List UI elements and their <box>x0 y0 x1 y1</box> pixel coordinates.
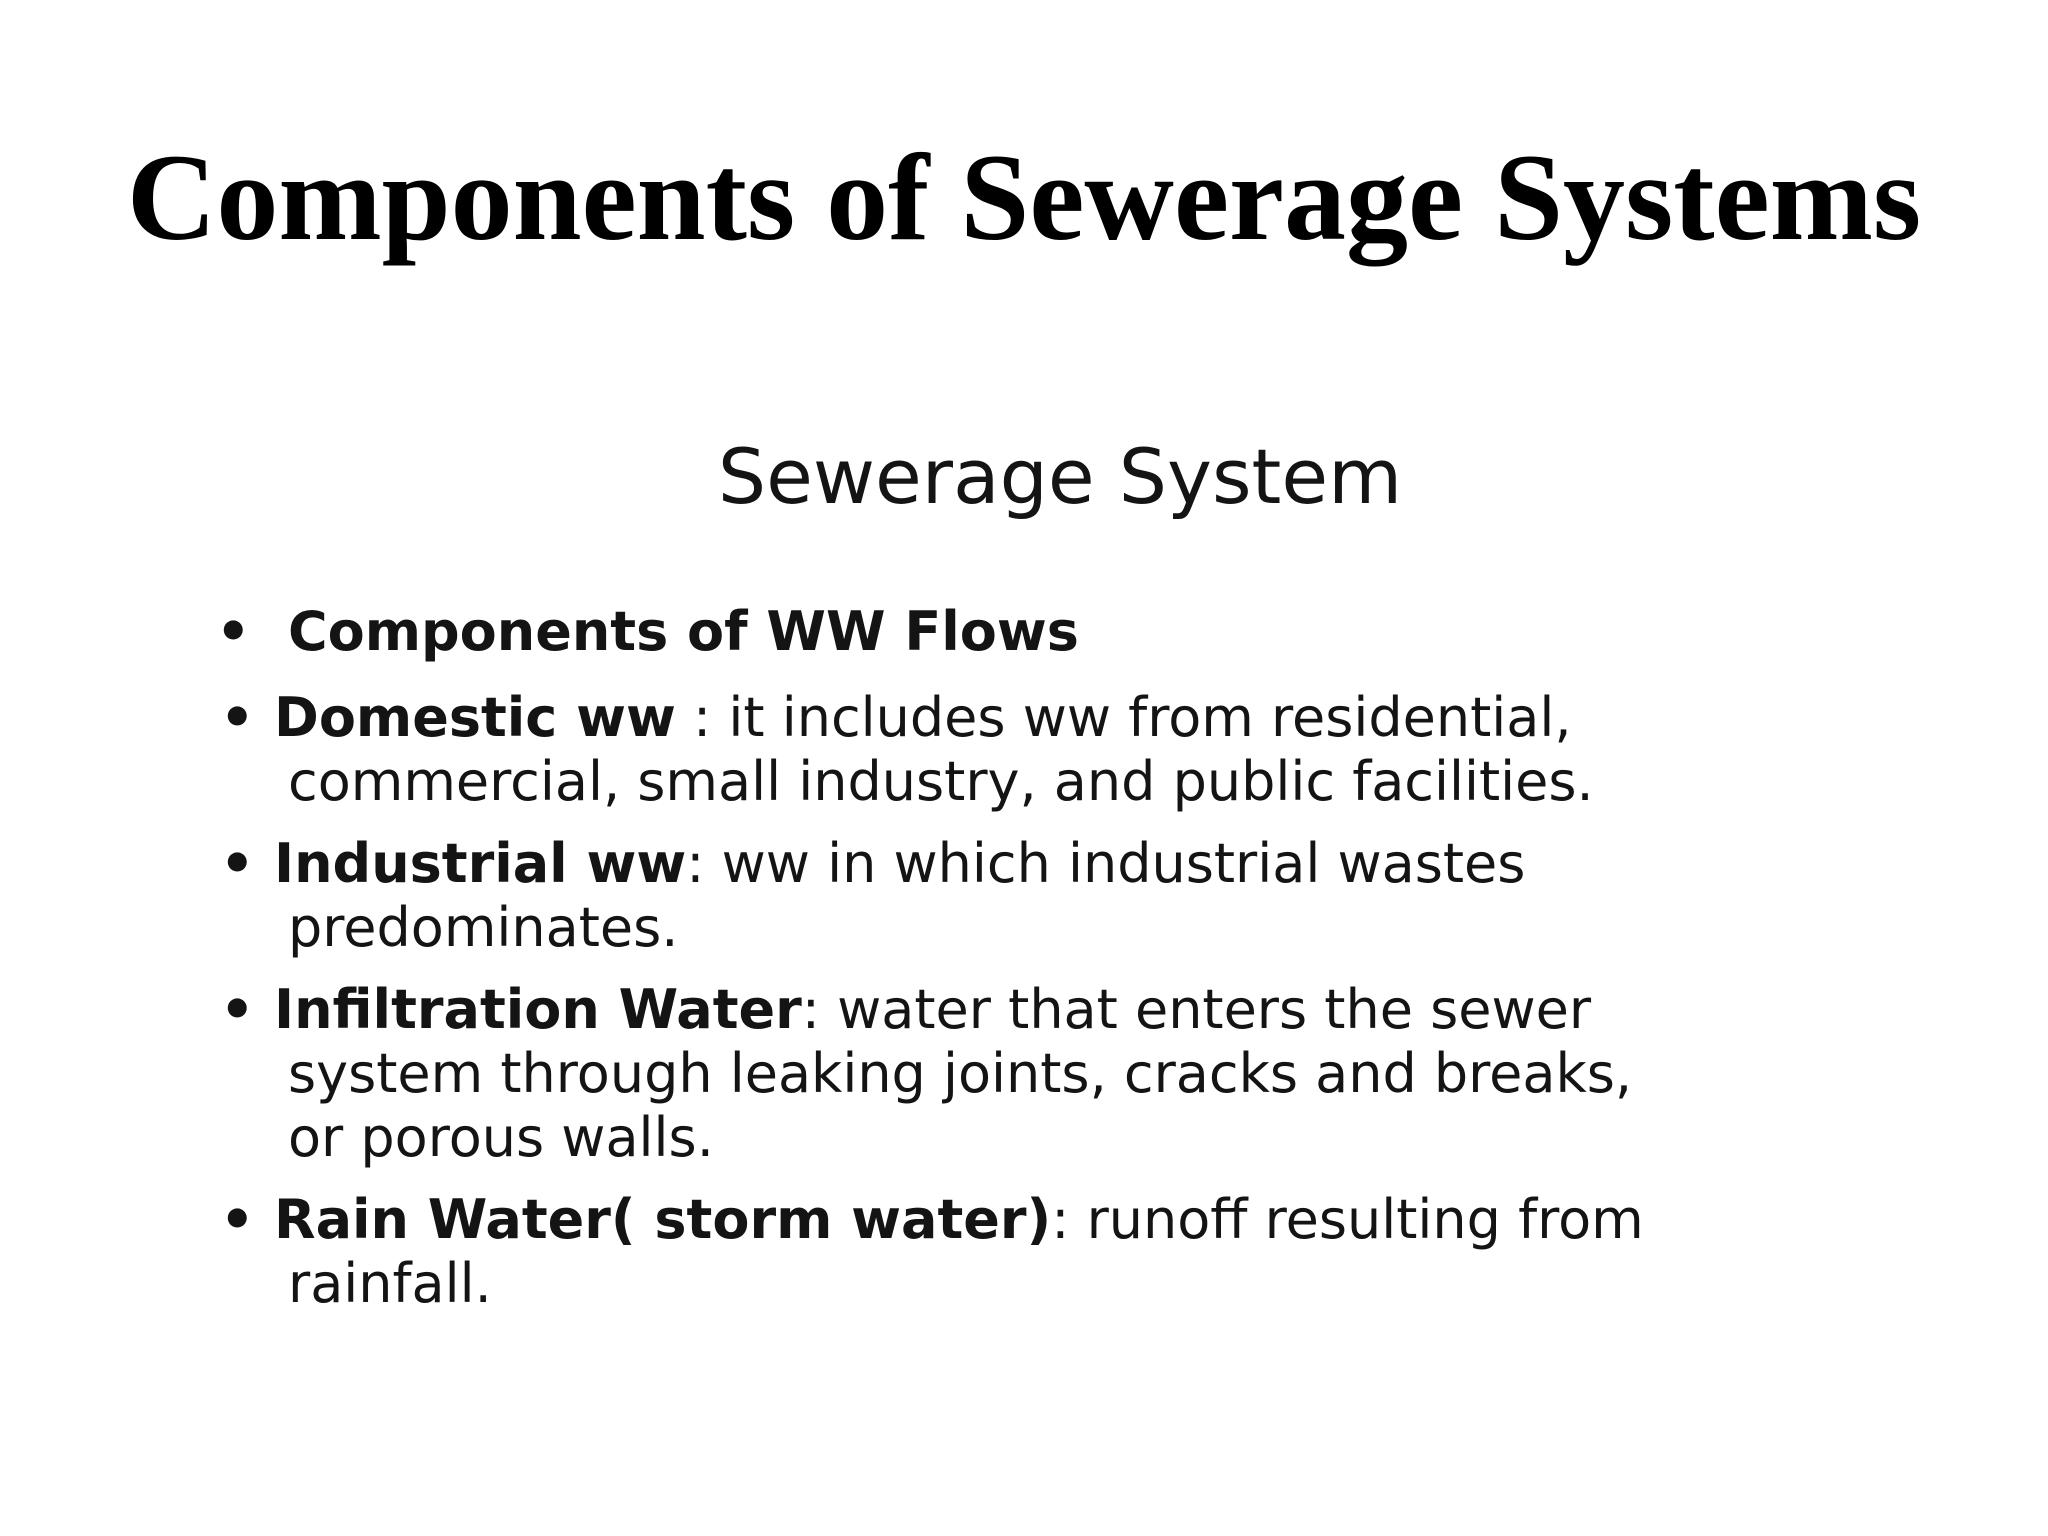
desc-infiltration-line1: water that enters the sewer <box>837 978 1592 1041</box>
slide-title: Components of Sewerage Systems <box>126 129 1922 266</box>
desc-rain-line1: runoff resulting from <box>1086 1188 1644 1251</box>
desc-domestic-line2: commercial, small industry, and public facilities. <box>288 750 1594 813</box>
desc-industrial-line1: ww in which industrial wastes <box>721 832 1526 895</box>
bullet-item-rain <box>200 1188 1900 1316</box>
term-infiltration: Infiltration Water <box>274 978 802 1041</box>
bullet-icon: • <box>220 1188 255 1251</box>
bullet-icon: • <box>220 832 255 895</box>
bullet-icon: • <box>216 600 251 663</box>
desc-rain-line2: rainfall. <box>288 1252 492 1315</box>
image-heading: Sewerage System <box>717 432 1403 521</box>
desc-domestic-line1: it includes ww from residential, <box>728 686 1572 749</box>
term-domestic: Domestic ww <box>274 686 676 749</box>
bullet-icon: • <box>220 978 255 1041</box>
bullet-item-infiltration <box>200 978 1900 1170</box>
separator: : <box>686 832 722 895</box>
embedded-slide-image <box>200 410 1900 1340</box>
separator: : <box>1051 1188 1087 1251</box>
separator: : <box>801 978 838 1041</box>
bullet-item-domestic <box>200 686 1900 814</box>
bullet-list <box>200 600 1900 1334</box>
desc-infiltration-line2: system through leaking joints, cracks and breaks, <box>288 1042 1633 1105</box>
intro-text: Components of WW Flows <box>288 600 1079 663</box>
term-rain: Rain Water( storm water) <box>274 1188 1052 1251</box>
desc-infiltration-line3: or porous walls. <box>288 1106 714 1169</box>
term-industrial: Industrial ww <box>274 832 687 895</box>
bullet-icon: • <box>220 686 255 749</box>
bullet-item-intro <box>200 600 1900 664</box>
desc-industrial-line2: predominates. <box>288 896 679 959</box>
bullet-item-industrial <box>200 832 1900 960</box>
separator: : <box>675 686 729 749</box>
